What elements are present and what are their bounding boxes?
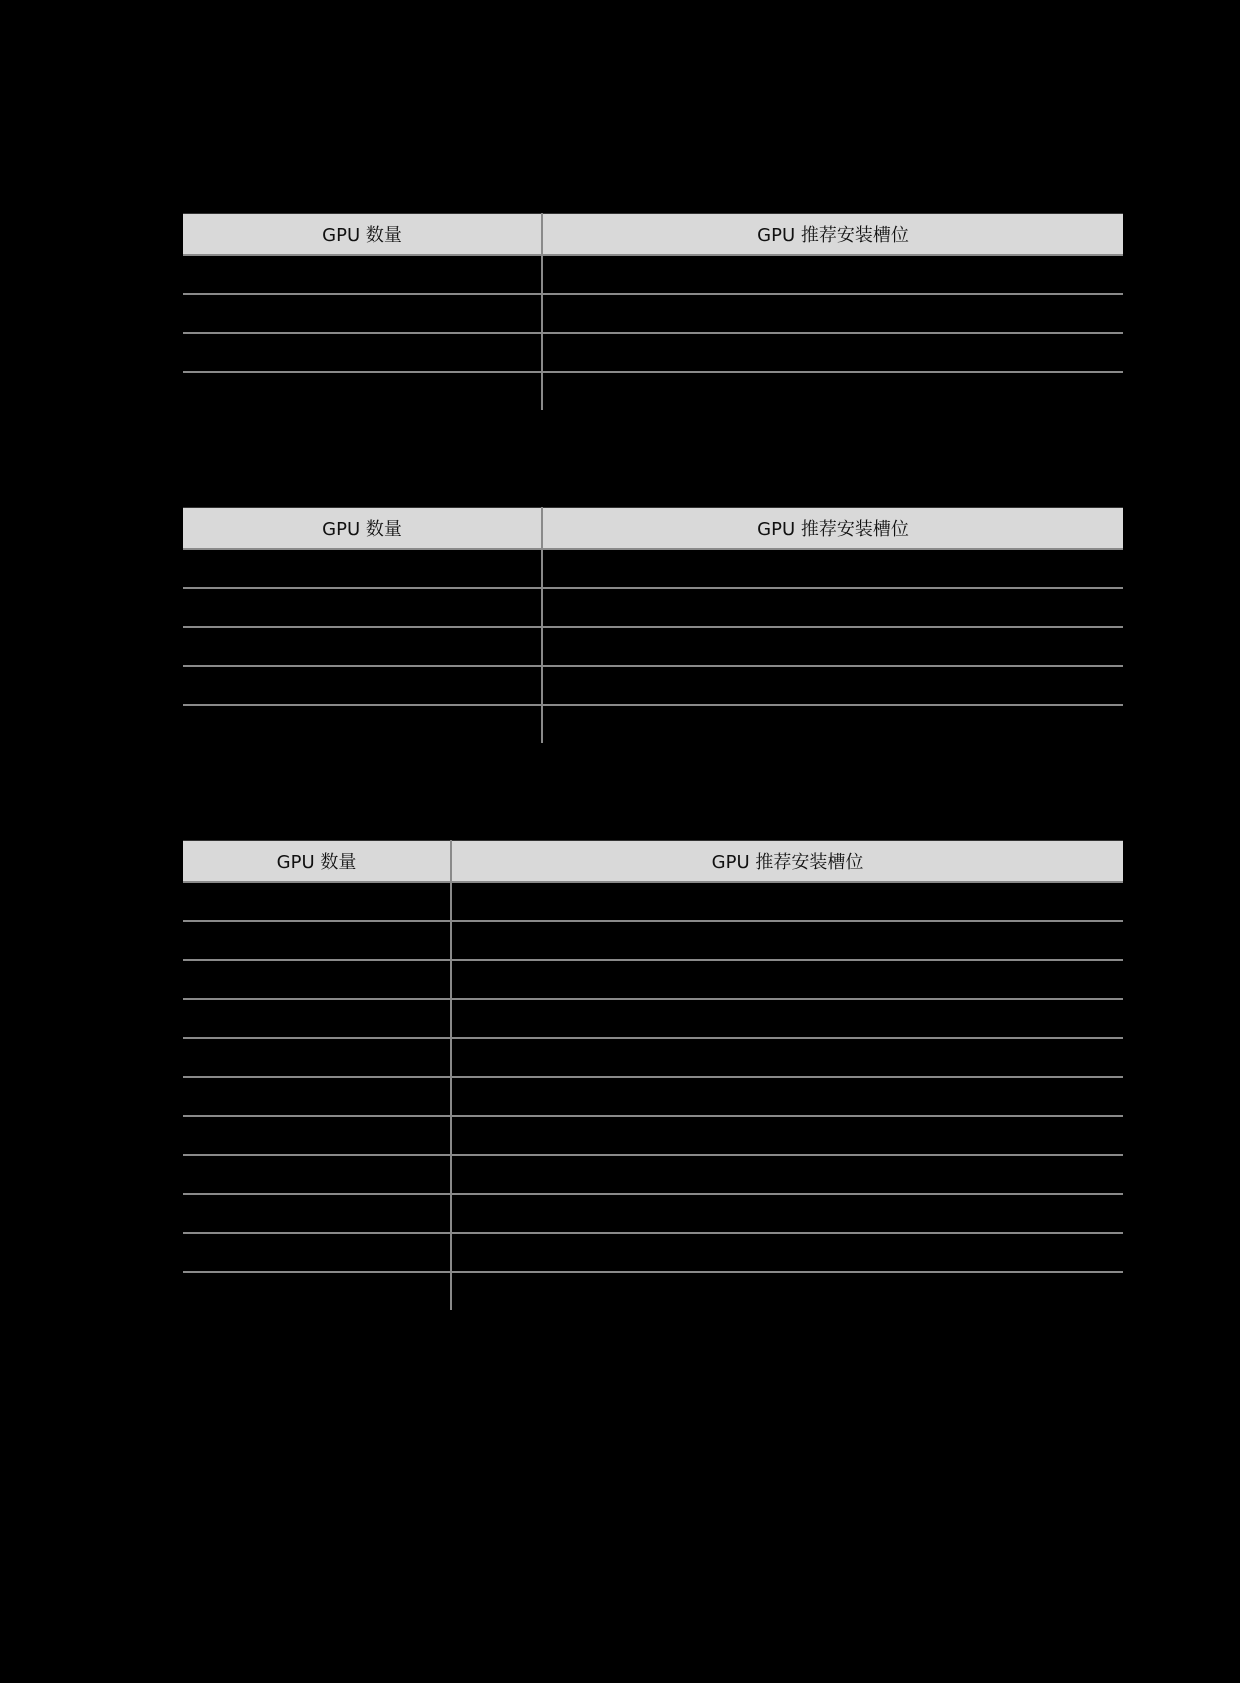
cell-gpu-count xyxy=(183,1038,451,1077)
cell-gpu-slots xyxy=(542,588,1123,627)
cell-gpu-slots xyxy=(451,1038,1123,1077)
cell-gpu-slots xyxy=(542,294,1123,333)
cell-gpu-count xyxy=(183,294,542,333)
gpu-slot-table-2 xyxy=(183,507,1123,743)
gpu-slot-table-1 xyxy=(183,213,1123,410)
cell-gpu-slots xyxy=(542,627,1123,666)
gpu-slot-table-3 xyxy=(183,840,1123,1310)
cell-gpu-slots xyxy=(542,666,1123,705)
cell-gpu-slots xyxy=(542,372,1123,410)
table-row xyxy=(183,627,1123,666)
cell-gpu-count xyxy=(183,588,542,627)
cell-gpu-slots xyxy=(451,999,1123,1038)
table-row xyxy=(183,705,1123,743)
table-row xyxy=(183,255,1123,294)
cell-gpu-count xyxy=(183,705,542,743)
header-gpu-count: GPU 数量 xyxy=(183,841,451,883)
cell-gpu-slots xyxy=(451,1155,1123,1194)
cell-gpu-slots xyxy=(451,1272,1123,1310)
cell-gpu-slots xyxy=(542,549,1123,588)
header-gpu-recommended-slots: GPU 推荐安装槽位 xyxy=(542,214,1123,256)
cell-gpu-count xyxy=(183,882,451,921)
cell-gpu-count xyxy=(183,921,451,960)
header-gpu-count: GPU 数量 xyxy=(183,508,542,550)
table-row xyxy=(183,588,1123,627)
cell-gpu-count xyxy=(183,1272,451,1310)
table-header-row xyxy=(183,508,1123,550)
cell-gpu-slots xyxy=(451,1116,1123,1155)
table-row xyxy=(183,1038,1123,1077)
table-row xyxy=(183,882,1123,921)
cell-gpu-slots xyxy=(542,333,1123,372)
cell-gpu-count xyxy=(183,999,451,1038)
cell-gpu-count xyxy=(183,1155,451,1194)
table-row xyxy=(183,372,1123,410)
cell-gpu-count xyxy=(183,960,451,999)
table-row xyxy=(183,960,1123,999)
cell-gpu-slots xyxy=(451,921,1123,960)
cell-gpu-count xyxy=(183,549,542,588)
table-row xyxy=(183,1272,1123,1310)
header-gpu-recommended-slots: GPU 推荐安装槽位 xyxy=(451,841,1123,883)
table-row xyxy=(183,549,1123,588)
cell-gpu-slots xyxy=(451,882,1123,921)
cell-gpu-count xyxy=(183,1116,451,1155)
cell-gpu-slots xyxy=(451,1194,1123,1233)
cell-gpu-slots xyxy=(542,705,1123,743)
header-gpu-recommended-slots: GPU 推荐安装槽位 xyxy=(542,508,1123,550)
cell-gpu-count xyxy=(183,1194,451,1233)
table-row xyxy=(183,294,1123,333)
cell-gpu-count xyxy=(183,372,542,410)
table-row xyxy=(183,1155,1123,1194)
table-row xyxy=(183,1233,1123,1272)
table-row xyxy=(183,1116,1123,1155)
cell-gpu-count xyxy=(183,255,542,294)
cell-gpu-slots xyxy=(451,1077,1123,1116)
cell-gpu-count xyxy=(183,1233,451,1272)
cell-gpu-count xyxy=(183,333,542,372)
table-row xyxy=(183,921,1123,960)
cell-gpu-slots xyxy=(451,960,1123,999)
cell-gpu-slots xyxy=(451,1233,1123,1272)
table-row xyxy=(183,999,1123,1038)
table-row xyxy=(183,1077,1123,1116)
cell-gpu-count xyxy=(183,666,542,705)
header-gpu-count: GPU 数量 xyxy=(183,214,542,256)
table-row xyxy=(183,1194,1123,1233)
table-row xyxy=(183,666,1123,705)
cell-gpu-count xyxy=(183,627,542,666)
cell-gpu-count xyxy=(183,1077,451,1116)
table-header-row xyxy=(183,841,1123,883)
table-row xyxy=(183,333,1123,372)
table-header-row xyxy=(183,214,1123,256)
cell-gpu-slots xyxy=(542,255,1123,294)
